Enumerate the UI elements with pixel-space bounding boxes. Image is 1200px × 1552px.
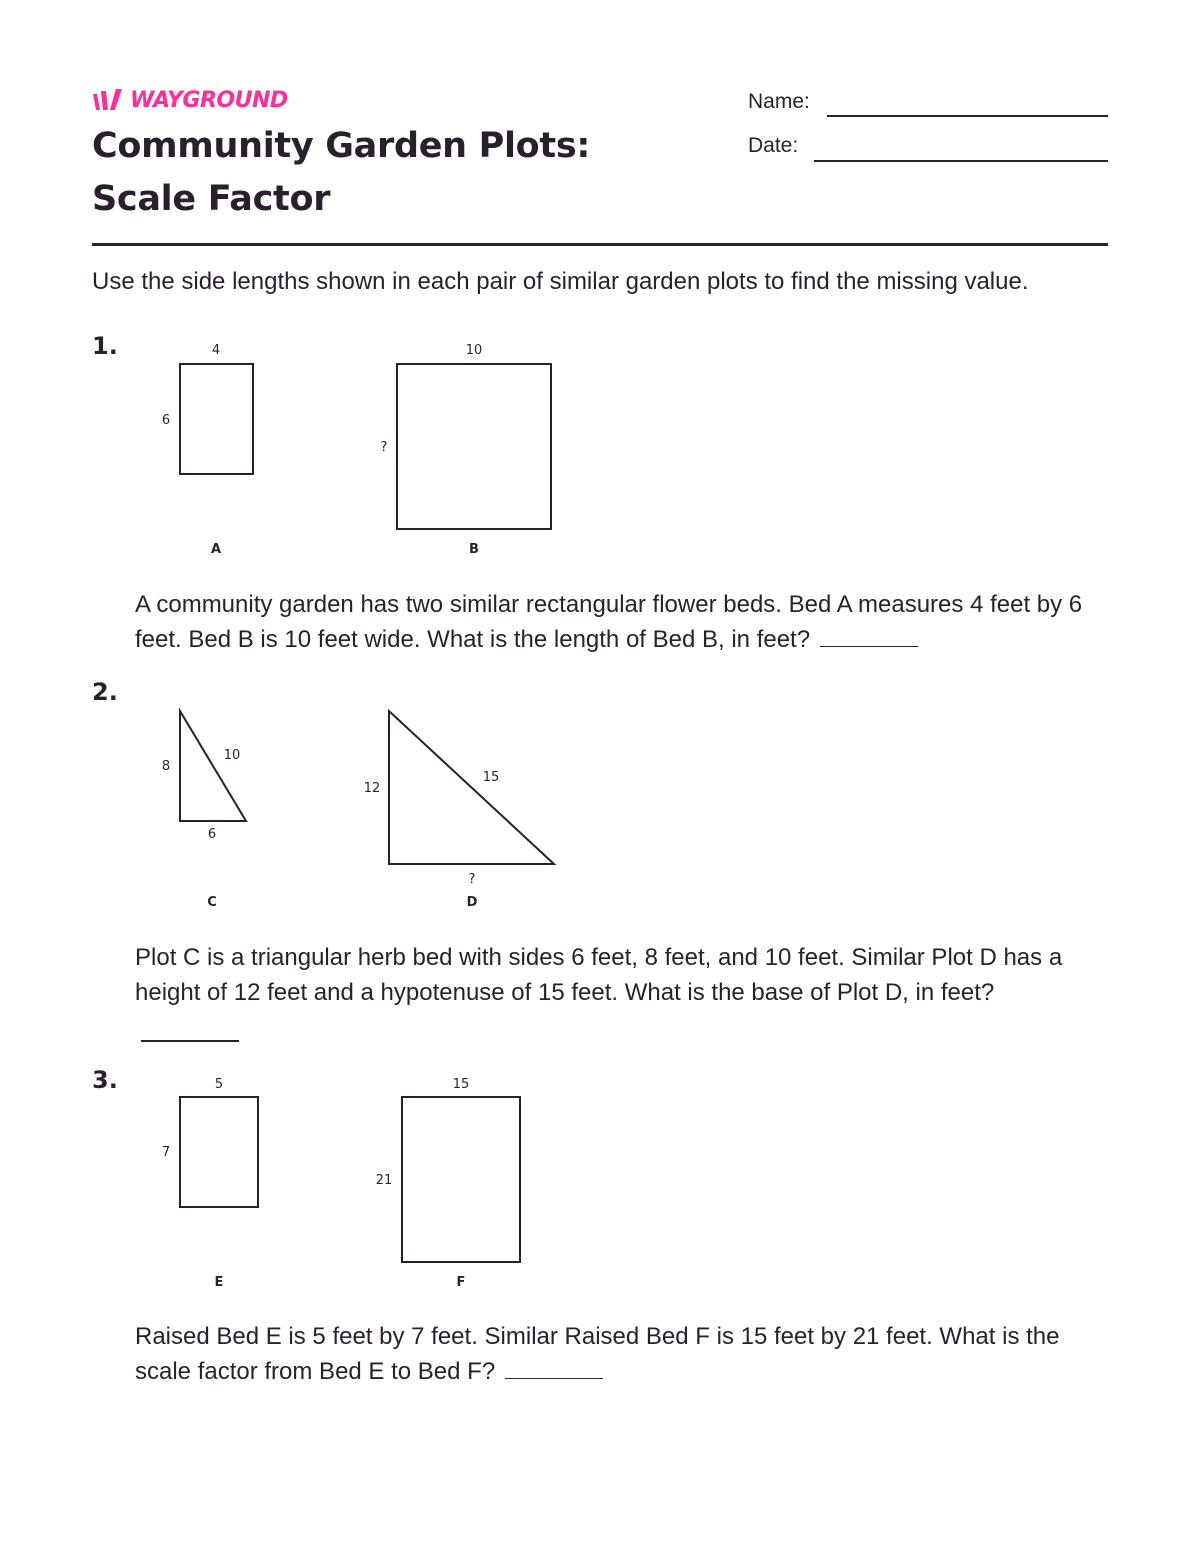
- answer-blank[interactable]: [820, 646, 918, 647]
- name-field[interactable]: [827, 115, 1108, 117]
- question-1-figures: [130, 330, 590, 570]
- side-label: 6: [161, 413, 171, 428]
- question-2-text: Plot C is a triangular herb bed with sides 6 feet, 8 feet, and 10 feet. Similar Plot D has a height of 12 feet and a hypotenuse of 15 feet. What is the base of Plot D, in feet?: [135, 944, 1063, 1006]
- header-divider: [92, 243, 1108, 246]
- side-label: 7: [161, 1145, 171, 1160]
- name-label: Name:: [748, 90, 810, 113]
- unknown-label: ?: [468, 872, 476, 887]
- rectangle-a: [180, 364, 253, 474]
- side-label: 12: [363, 781, 381, 796]
- hypotenuse-label: 15: [482, 770, 500, 785]
- page-title: Community Garden Plots: Scale Factor: [92, 126, 591, 219]
- figure-b: [381, 343, 551, 557]
- question-text: A community garden has two similar rectangular flower beds. Bed A measures 4 feet by 6 feet. Bed B is 10 feet wide. What is the length of Bed B, in feet?: [135, 591, 1083, 653]
- date-field[interactable]: [814, 160, 1108, 162]
- answer-blank[interactable]: [505, 1378, 603, 1379]
- figure-name: E: [214, 1275, 224, 1290]
- rectangle-f: [402, 1097, 520, 1262]
- question-3-text: [135, 1319, 1120, 1389]
- question-2-figures: [130, 700, 590, 915]
- brand-logo: [92, 86, 288, 114]
- date-label: Date:: [748, 134, 799, 157]
- figure-name: D: [466, 895, 478, 910]
- question-number: 3.: [92, 1066, 118, 1094]
- figure-c: [162, 711, 246, 910]
- triangle-d: [389, 711, 554, 864]
- figure-name: F: [456, 1275, 466, 1290]
- figure-f: [376, 1077, 520, 1290]
- instructions: Use the side lengths shown in each pair of similar garden plots to find the missing value.: [92, 268, 1029, 295]
- answer-blank[interactable]: [141, 1040, 239, 1042]
- brand-name: WAYGROUND: [130, 87, 288, 113]
- rectangle-b: [397, 364, 551, 529]
- figure-e: [162, 1077, 258, 1290]
- question-number: 2.: [92, 678, 118, 706]
- figure-name: A: [210, 542, 222, 557]
- question-1-text: [135, 587, 1120, 657]
- question-number: 1.: [92, 332, 118, 360]
- question-3-figures: [130, 1064, 590, 1294]
- side-label: 21: [375, 1173, 393, 1188]
- figure-d: [364, 711, 554, 910]
- triangle-c: [180, 711, 246, 821]
- figure-a: [162, 343, 253, 557]
- base-label: 6: [207, 827, 217, 842]
- figure-name: C: [207, 895, 217, 910]
- side-label: 8: [161, 759, 171, 774]
- unknown-label: ?: [380, 440, 388, 455]
- side-label: 4: [211, 343, 221, 358]
- side-label: 5: [214, 1077, 224, 1092]
- side-label: 10: [465, 343, 483, 358]
- question-text: Raised Bed E is 5 feet by 7 feet. Similar Raised Bed F is 15 feet by 21 feet. What is the scale factor from Bed E to Bed F?: [135, 1323, 1060, 1385]
- side-label: 15: [452, 1077, 470, 1092]
- figure-name: B: [469, 542, 479, 557]
- wayground-logo-icon: [92, 88, 124, 112]
- hypotenuse-label: 10: [223, 748, 241, 763]
- rectangle-e: [180, 1097, 258, 1207]
